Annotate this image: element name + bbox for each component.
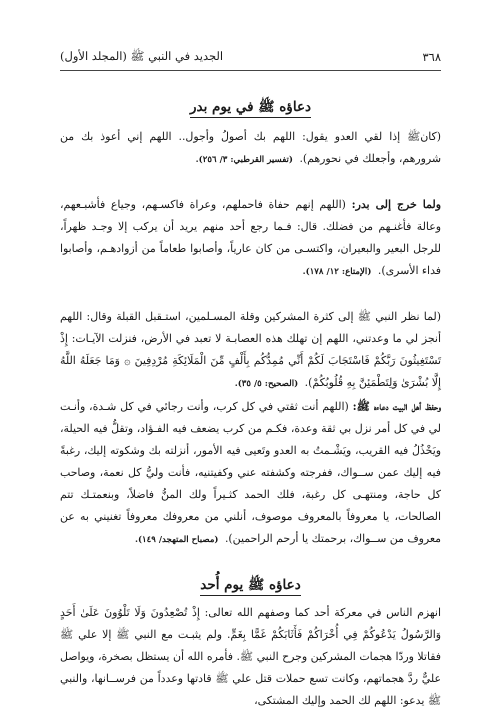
paragraph-text: (اللهم أنت ثقتي في كل كرب، وأنت رجائي في كل شـدة، وأنـت لي في كل أمر نزل بي ثقة وعدة، فكـم من كرب يضعف فيه الفـؤاد، وتقلُّ فيه الحيلة، ويَخْذُلُ فيه القريب، ويَشْـمتُ به العدو وتَعيى فيه الأمور، أنزلته بك وشكوته إليك، رغبةً فيه إليك عمن ســواك، ففرجته وكشفته عني وكفيتنيه، فأنت وليُّ كل نعمة، وصاحب كل حاجة، ومنتهـى كل رغبة، فلك الحمد كثـيراً ولك المنُّ فاضلاً، وبنعمتـك تتم الصالحات، يا معروفاً بالمعروف موصوف، أنلني من معروفك معروفاً تغنيني به عن معروف من ســواك، برحمتك يا أرحم الراحمين). (60, 400, 441, 545)
paragraph (60, 602, 441, 712)
citation: (مصباح المتهجد/ ١٤٩). (134, 535, 219, 545)
paragraph-text: (اللهم إنهم حفاة فاحملهم، وعراة فاكسـهم، وجياع فأشبـعهم، وعالة فأغنـهم من فضلك. قال: فـما رجع أحد منهم يريد أن يركب إلا وجـد ظهراً، للرجل البعير والبعيران، واكتسـى من كان عارياً، وأصابوا طعاماً من أزوادهـم، وأصابوا فداء الأسرى). (60, 198, 441, 277)
header-rule (60, 70, 441, 71)
section-heading-badr (60, 98, 441, 118)
paragraph (60, 126, 441, 171)
paragraph (60, 396, 441, 551)
paragraph-text: انهزم الناس في معركة أحد كما وصفهم الله تعالى: إِذْ تُصْعِدُونَ وَلَا تَلْوُونَ عَلَىٰ أَحَدٍ وَالرَّسُولُ يَدْعُوكُمْ فِي أُخْرَاكُمْ فَأَثَابَكُمْ غَمًّا بِغَمٍّ. ولم يثبـت مع النبي ﷺ إلا علي ﷺ فقاتلا وردّا هجمات المشركين وجرح النبي ﷺ. فأمره الله أن يستظل بصخرة، ويواصل عليٌّ ردَّ هجماتهم، وكانت تسع حملات قتل علي ﷺ قادتها وعدداً من فرســانها، والنبي ﷺ يدعو: اللهم لك الحمد وإليك المشتكى، (60, 606, 441, 707)
section-heading-text: دعاؤه ﷺ في يوم بدر (190, 99, 311, 118)
citation: (تفسير القرطبي: ٣/ ٢٥٦). (195, 155, 293, 165)
page-header (60, 48, 441, 66)
citation: (الإمتاع: ١٢/ ١٧٨). (302, 267, 372, 277)
citation: (الصحيح: ٥/ ٣٥). (234, 379, 299, 389)
running-title: الجديد في النبي ﷺ (المجلد الأول) (60, 48, 224, 63)
paragraph-text: (كانﷺ إذا لقي العدو يقول: اللهم بك أصولُ وأجول.. اللهم إني أعوذ بك من شرورهم، وأجعلك في نحورهم). (60, 130, 441, 165)
paragraph (60, 194, 441, 283)
section-heading-uhud (60, 576, 441, 596)
page-number: ٣٦٨ (422, 50, 441, 64)
paragraph-lead: وحفظ أهل البيت دعاءه ﷺ: (352, 400, 441, 413)
section-heading-text: دعاؤه ﷺ يوم أُحد (200, 577, 300, 596)
paragraph-text: (لما نظر النبي ﷺ إلى كثرة المشركين وقلة المسـلمين، استـقبل القبلة وقال: اللهم أنجز لي ما وعدتني، اللهم إن تهلك هذه العصابـة لا تعبد في الأرض، فنزلت الآيـات: إِذْ تَسْتَغِيثُونَ رَبَّكُمْ فَاسْتَجَابَ لَكُمْ أَنِّي مُمِدُّكُم بِأَلْفٍ مِّنَ الْمَلَائِكَةِ مُرْدِفِينَ ۞ وَمَا جَعَلَهُ اللَّهُ إِلَّا بُشْرَىٰ وَلِتَطْمَئِنَّ بِهِ قُلُوبُكُمْ). (60, 310, 441, 389)
paragraph (60, 306, 441, 395)
paragraph-lead: ولما خرج إلى بدر: (351, 198, 441, 211)
